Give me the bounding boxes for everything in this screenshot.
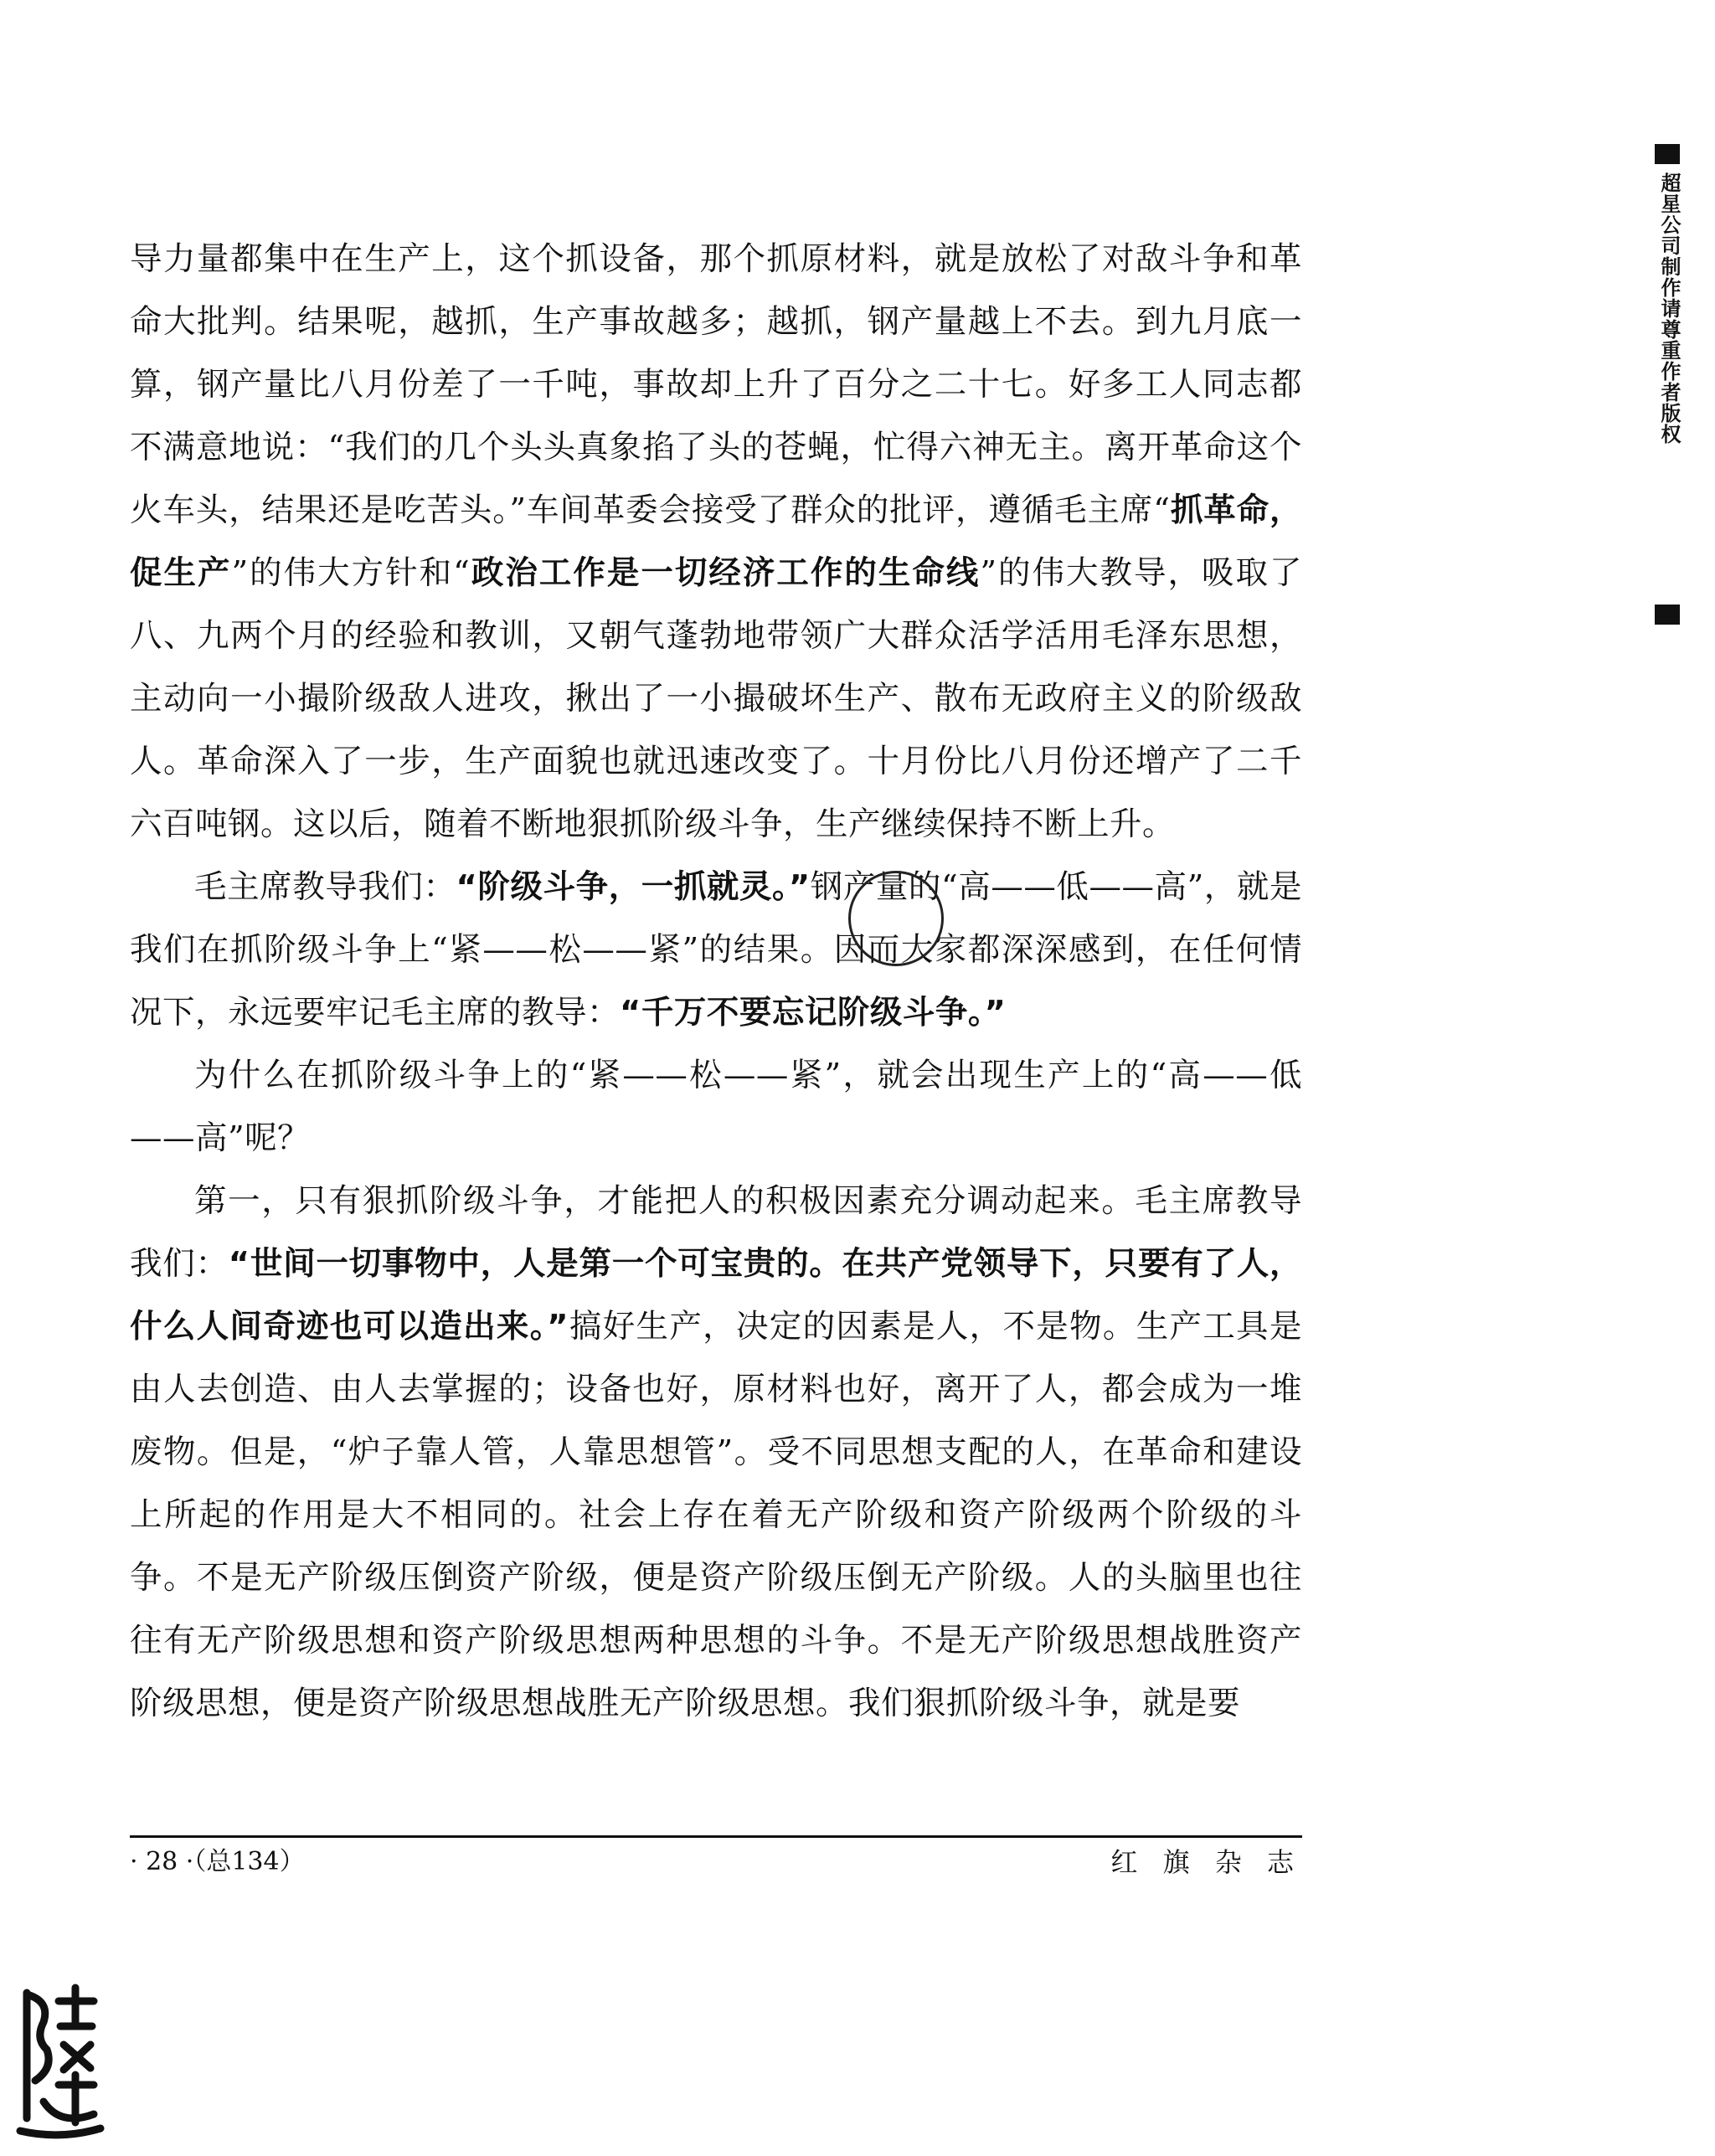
quote-bold: 政治工作是一切经济工作的生命线 <box>470 554 981 592</box>
article-body <box>130 228 1302 1735</box>
footer-rule <box>130 1835 1302 1838</box>
paragraph-2 <box>130 856 1302 1044</box>
paragraph-2-text: 钢产量的“高——低——高”，就是我们在抓阶级斗争上“紧——松——紧”的结果。因而大家都深深感到，在任何情况下，永远要牢记毛主席的教导： <box>130 868 1302 1032</box>
page-number: · 28 ·（总134） <box>130 1847 305 1876</box>
paragraph-4-text: 第一，只有狠抓阶级斗争，才能把人的积极因素充分调动起来。毛主席教导我们： <box>130 1182 1302 1283</box>
paragraph-1-text: ”的伟大方针和“ <box>231 554 471 592</box>
quote-bold: “阶级斗争，一抓就灵。” <box>456 868 811 906</box>
copyright-notice <box>1655 144 1683 630</box>
paragraph-3: 为什么在抓阶级斗争上的“紧——松——紧”，就会出现生产上的“高——低——高”呢？ <box>130 1057 1302 1157</box>
copyright-notice-text: 超星公司制作请尊重作者版权 <box>1657 172 1681 445</box>
corner-seal-icon <box>10 1976 106 2143</box>
publication-name: 红 旗 杂 志 <box>1110 1846 1302 1878</box>
quote-bold: “世间一切事物中，人是第一个可宝贵的。在共产党领导下，只要有了人，什么人间奇迹也可以造出来。” <box>130 1245 1302 1346</box>
paragraph-4-text: 搞好生产，决定的因素是人，不是物。生产工具是由人去创造、由人去掌握的；设备也好，原材料也好，离开了人，都会成为一堆废物。但是，“炉子靠人管，人靠思想管”。受不同思想支配的人，在革命和建设上所起的作用是大不相同的。社会上存在着无产阶级和资产阶级两个阶级的斗争。不是无产阶级压倒资产阶级，便是资产阶级压倒无产阶级。人的头脑里也往往有无产阶级思想和资产阶级思想两种思想的斗争。不是无产阶级思想战胜资产阶级思想，便是资产阶级思想战胜无产阶级思想。我们狠抓阶级斗争，就是要 <box>130 1308 1302 1722</box>
notice-bar-top <box>1655 144 1680 164</box>
quote-bold: 抓革命，促生产 <box>130 491 1302 592</box>
paragraph-4 <box>130 1170 1302 1735</box>
paragraph-1 <box>130 228 1302 856</box>
notice-bar-bottom <box>1655 605 1680 625</box>
circle-stamp-mark <box>848 871 944 966</box>
quote-bold: “千万不要忘记阶级斗争。” <box>620 994 1007 1032</box>
paragraph-2-text: 毛主席教导我们： <box>194 868 456 906</box>
paragraph-1-text: 导力量都集中在生产上，这个抓设备，那个抓原材料，就是放松了对敌斗争和革命大批判。结果呢，越抓，生产事故越多；越抓，钢产量越上不去。到九月底一算，钢产量比八月份差了一千吨，事故却上升了百分之二十七。好多工人同志都不满意地说：“我们的几个头头真象掐了头的苍蝇，忙得六神无主。离开革命这个火车头，结果还是吃苦头。”车间革委会接受了群众的批评，遵循毛主席“ <box>130 240 1302 529</box>
paragraph-1-text: ”的伟大教导，吸取了八、九两个月的经验和教训，又朝气蓬勃地带领广大群众活学活用毛泽东思想，主动向一小撮阶级敌人进攻，揪出了一小撮破坏生产、散布无政府主义的阶级敌人。革命深入了一步，生产面貌也就迅速改变了。十月份比八月份还增产了二千六百吨钢。这以后，随着不断地狠抓阶级斗争，生产继续保持不断上升。 <box>130 554 1302 843</box>
